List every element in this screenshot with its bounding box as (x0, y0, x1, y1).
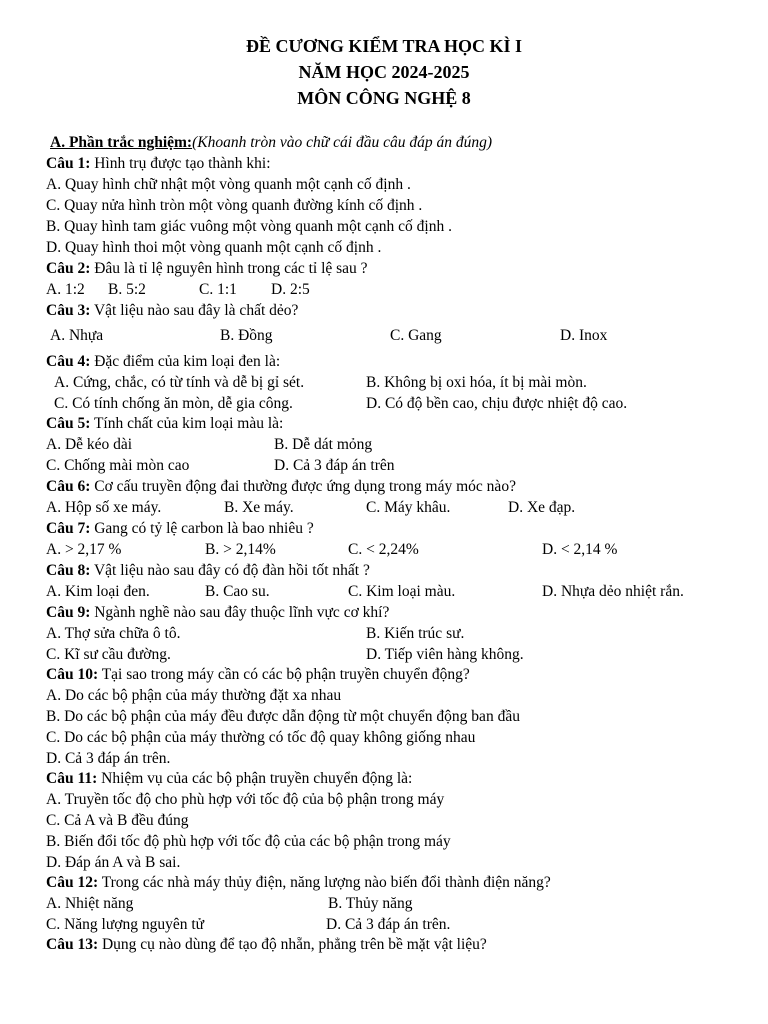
q5-option: D. Cả 3 đáp án trên (274, 457, 395, 474)
q12-option: B. Thủy năng (328, 895, 413, 912)
question-label: Câu 12: (46, 874, 99, 891)
q9-option: C. Kĩ sư cầu đường. (46, 646, 171, 663)
section-heading (50, 133, 492, 153)
question-text: Đâu là tỉ lệ nguyên hình trong các tỉ lệ sau ? (90, 260, 368, 277)
question-text: Đặc điểm của kim loại đen là: (90, 353, 281, 370)
question-9 (46, 603, 389, 623)
question-text: Vật liệu nào sau đây có độ đàn hồi tốt nhất ? (90, 562, 370, 579)
question-text: Tại sao trong máy cần có các bộ phận truyền chuyển động? (98, 666, 470, 683)
q6-option: B. Xe máy. (224, 499, 294, 516)
q5-option: A. Dễ kéo dài (46, 436, 133, 453)
q3-option: D. Inox (560, 327, 608, 344)
q11-option: C. Cả A và B đều đúng (46, 812, 189, 829)
question-text: Vật liệu nào sau đây là chất dẻo? (90, 302, 299, 319)
q5-option: C. Chống mài mòn cao (46, 457, 190, 474)
q7-option: D. < 2,14 % (542, 541, 618, 558)
question-4 (46, 352, 280, 372)
q9-option: D. Tiếp viên hàng không. (366, 646, 524, 663)
q11-option: B. Biến đổi tốc độ phù hợp với tốc độ của các bộ phận trong máy (46, 833, 451, 850)
q6-option: A. Hộp số xe máy. (46, 499, 162, 516)
question-label: Câu 4: (46, 353, 91, 370)
q1-option: A. Quay hình chữ nhật một vòng quanh một cạnh cố định . (46, 176, 411, 193)
q6-option: C. Máy khâu. (366, 499, 451, 516)
q3-option: A. Nhựa (50, 327, 104, 344)
question-10 (46, 665, 470, 685)
q1-option: B. Quay hình tam giác vuông một vòng quanh một cạnh cố định . (46, 218, 452, 235)
q2-option: A. 1:2 (46, 281, 85, 298)
question-label: Câu 2: (46, 260, 91, 277)
question-text: Tính chất của kim loại màu là: (90, 415, 284, 432)
question-label: Câu 11: (46, 770, 98, 787)
question-13 (46, 935, 487, 955)
q12-option: C. Năng lượng nguyên tử (46, 916, 205, 933)
question-12 (46, 873, 551, 893)
question-label: Câu 10: (46, 666, 99, 683)
q2-option: D. 2:5 (271, 281, 310, 298)
q8-option: B. Cao su. (205, 583, 270, 600)
question-text: Ngành nghề nào sau đây thuộc lĩnh vực cơ khí? (90, 604, 390, 621)
q6-option: D. Xe đạp. (508, 499, 576, 516)
question-label: Câu 7: (46, 520, 91, 537)
question-label: Câu 5: (46, 415, 91, 432)
q1-option: D. Quay hình thoi một vòng quanh một cạnh cố định . (46, 239, 382, 256)
question-6 (46, 477, 516, 497)
question-2 (46, 259, 368, 279)
q9-option: A. Thợ sửa chữa ô tô. (46, 625, 181, 642)
question-text: Cơ cấu truyền động đai thường được ứng dụng trong máy móc nào? (90, 478, 516, 495)
section-label: A. Phần trắc nghiệm: (50, 134, 193, 151)
q11-option: D. Đáp án A và B sai. (46, 854, 181, 871)
doc-title-line3: MÔN CÔNG NGHỆ 8 (297, 88, 471, 108)
question-label: Câu 6: (46, 478, 91, 495)
question-11 (46, 769, 412, 789)
q5-option: B. Dễ dát mỏng (274, 436, 373, 453)
q10-option: D. Cả 3 đáp án trên. (46, 750, 171, 767)
q8-option: A. Kim loại đen. (46, 583, 150, 600)
q3-option: C. Gang (390, 327, 442, 344)
q10-option: A. Do các bộ phận của máy thường đặt xa nhau (46, 687, 342, 704)
question-text: Hình trụ được tạo thành khi: (90, 155, 271, 172)
question-label: Câu 8: (46, 562, 91, 579)
q11-option: A. Truyền tốc độ cho phù hợp với tốc độ của bộ phận trong máy (46, 791, 445, 808)
doc-title-line1: ĐỀ CƯƠNG KIỂM TRA HỌC KÌ I (245, 36, 523, 56)
doc-title-line2: NĂM HỌC 2024-2025 (298, 62, 470, 82)
q2-option: C. 1:1 (199, 281, 237, 298)
question-text: Trong các nhà máy thủy điện, năng lượng nào biến đổi thành điện năng? (98, 874, 551, 891)
section-instruction: (Khoanh tròn vào chữ cái đầu câu đáp án đúng) (192, 134, 492, 151)
q9-option: B. Kiến trúc sư. (366, 625, 465, 642)
question-5 (46, 414, 283, 434)
q4-option: B. Không bị oxi hóa, ít bị mài mòn. (366, 374, 587, 391)
q8-option: C. Kim loại màu. (348, 583, 456, 600)
q3-option: B. Đồng (220, 327, 273, 344)
question-label: Câu 1: (46, 155, 91, 172)
q2-option: B. 5:2 (108, 281, 146, 298)
q4-option: A. Cứng, chắc, có từ tính và dễ bị gỉ sét. (54, 374, 305, 391)
question-3 (46, 301, 298, 321)
question-label: Câu 3: (46, 302, 91, 319)
question-8 (46, 561, 370, 581)
q8-option: D. Nhựa dẻo nhiệt rắn. (542, 583, 684, 600)
q7-option: C. < 2,24% (348, 541, 419, 558)
q10-option: B. Do các bộ phận của máy đều được dẫn động từ một chuyển động ban đầu (46, 708, 520, 725)
q10-option: C. Do các bộ phận của máy thường có tốc độ quay không giống nhau (46, 729, 476, 746)
q7-option: A. > 2,17 % (46, 541, 122, 558)
question-text: Dụng cụ nào dùng để tạo độ nhẵn, phẳng trên bề mặt vật liệu? (98, 936, 487, 953)
question-1 (46, 154, 271, 174)
q12-option: A. Nhiệt năng (46, 895, 134, 912)
q1-option: C. Quay nửa hình tròn một vòng quanh đường kính cố định . (46, 197, 423, 214)
q4-option: D. Có độ bền cao, chịu được nhiệt độ cao. (366, 395, 628, 412)
question-label: Câu 9: (46, 604, 91, 621)
q4-option: C. Có tính chống ăn mòn, dễ gia công. (54, 395, 293, 412)
question-7 (46, 519, 314, 539)
question-label: Câu 13: (46, 936, 99, 953)
question-text: Gang có tỷ lệ carbon là bao nhiêu ? (90, 520, 314, 537)
q7-option: B. > 2,14% (205, 541, 276, 558)
question-text: Nhiệm vụ của các bộ phận truyền chuyển động là: (97, 770, 413, 787)
q12-option: D. Cả 3 đáp án trên. (326, 916, 451, 933)
